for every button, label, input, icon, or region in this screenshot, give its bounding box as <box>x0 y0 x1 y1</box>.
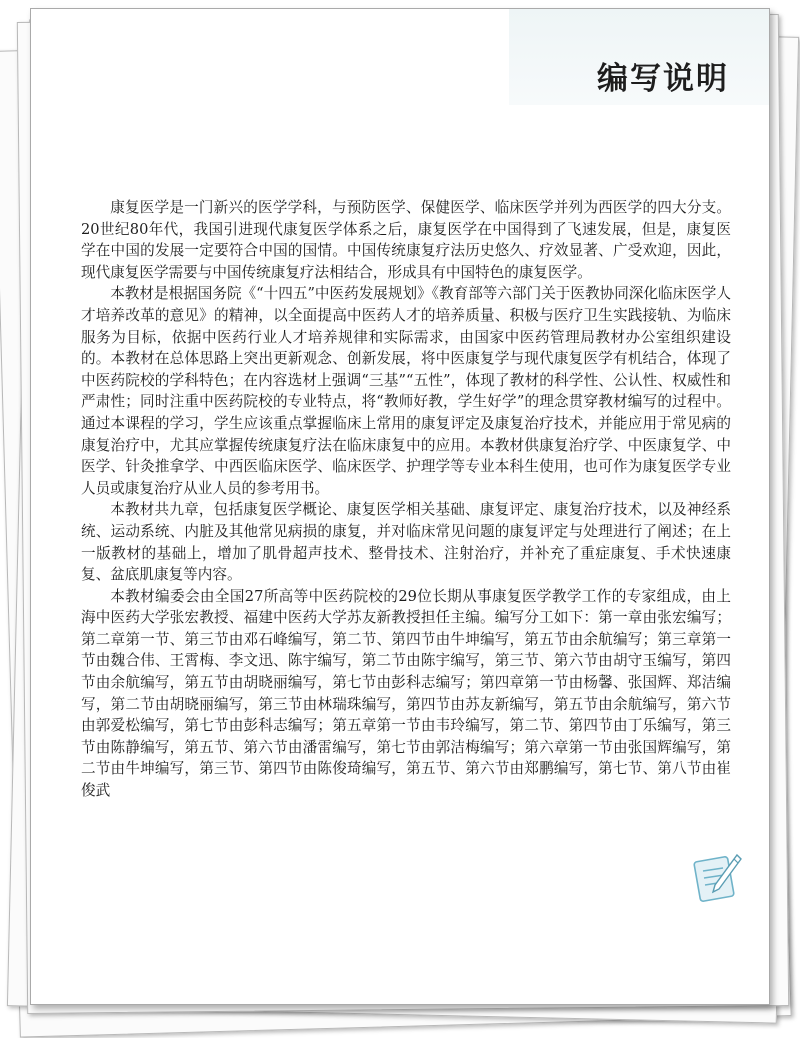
page-title: 编写说明 <box>597 61 729 97</box>
paragraph-basis: 本教材是根据国务院《“十四五”中医药发展规划》《教育部等六部门关于医教协同深化临床医学人才培养改革的意见》的精神，以全面提高中医药人才的培养质量、积极与医疗卫生实践接轨、为临床服务为目标，依据中医药行业人才培养规律和实际需求，由国家中医药管理局教材办公室组织建设的。本教材在总体思路上突出更新观念、创新发展，将中医康复学与现代康复医学有机结合，体现了中医药院校的学科特色；在内容选材上强调“三基”“五性”，体现了教材的科学性、公认性、权威性和严肃性；同时注重中医药院校的专业特点，将“教师好教，学生好学”的理念贯穿教材编写的过程中。通过本课程的学习，学生应该重点掌握临床上常用的康复评定及康复治疗技术，并能应用于常见病的康复治疗中，尤其应掌握传统康复疗法在临床康复中的应用。本教材供康复治疗学、中医康复学、中医学、针灸推拿学、中西医临床医学、临床医学、护理学等专业本科生使用，也可作为康复医学专业人员或康复治疗从业人员的参考用书。 <box>81 285 731 497</box>
paragraph-intro: 康复医学是一门新兴的医学学科，与预防医学、保健医学、临床医学并列为西医学的四大分支。20世纪80年代，我国引进现代康复医学体系之后，康复医学在中国得到了飞速发展，但是，康复医学在中国的发展一定要符合中国的国情。中国传统康复疗法历史悠久、疗效显著、广受欢迎，因此，现代康复医学需要与中国传统康复疗法相结合，形成具有中国特色的康复医学。 <box>81 199 731 281</box>
notepad-pencil-icon <box>693 849 743 905</box>
paragraph-contents: 本教材共九章，包括康复医学概论、康复医学相关基础、康复评定、康复治疗技术，以及神经系统、运动系统、内脏及其他常见病损的康复，并对临床常见问题的康复评定与处理进行了阐述；在上一版教材的基础上，增加了肌骨超声技术、整骨技术、注射治疗，并补充了重症康复、手术快速康复、盆底肌康复等内容。 <box>81 501 731 584</box>
document-page <box>30 8 770 1005</box>
body-text <box>81 197 731 802</box>
paragraph-authors: 本教材编委会由全国27所高等中医药院校的29位长期从事康复医学教学工作的专家组成，由上海中医药大学张宏教授、福建中医药大学苏友新教授担任主编。编写分工如下：第一章由张宏编写；第二章第一节、第三节由邓石峰编写，第二节、第四节由牛坤编写，第五节由余航编写；第三章第一节由魏合伟、王霄梅、李文迅、陈宇编写，第二节由陈宇编写，第三节、第六节由胡守玉编写，第四节由余航编写，第五节由胡晓丽编写，第七节由彭科志编写；第四章第一节由杨馨、张国辉、郑洁编写，第二节由胡晓丽编写，第三节由林瑞珠编写，第四节由苏友新编写，第五节由余航编写，第六节由郭爱松编写，第七节由彭科志编写；第五章第一节由韦玲编写，第二节、第四节由丁乐编写，第三节由陈静编写，第五节、第六节由潘雷编写，第七节由郭洁梅编写；第六章第一节由张国辉编写，第二节由牛坤编写，第三节、第四节由陈俊琦编写，第五节、第六节由郑鹏编写，第七节、第八节由崔俊武 <box>81 587 731 800</box>
